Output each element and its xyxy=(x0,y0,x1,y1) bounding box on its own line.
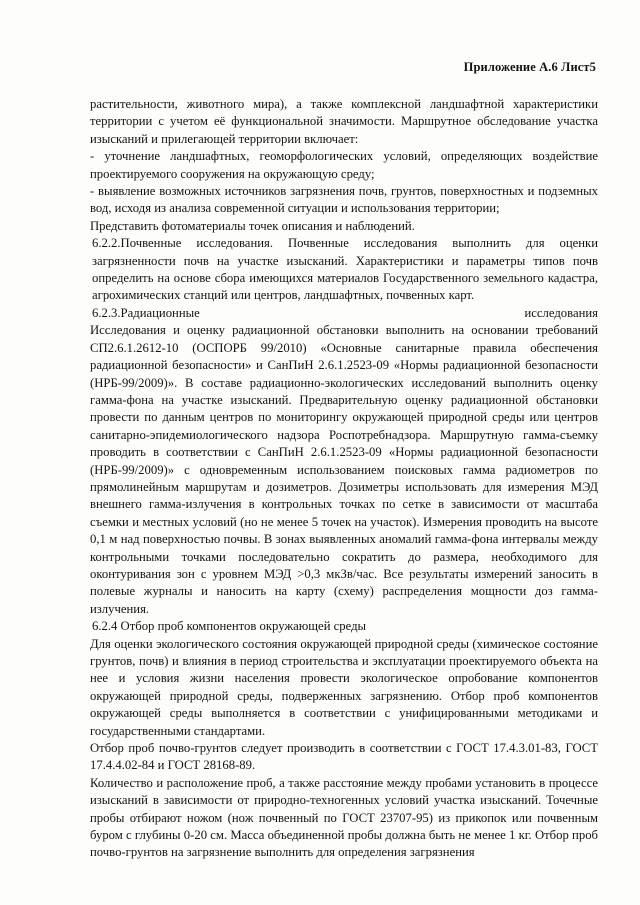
section-heading-radiation: 6.2.3.Радиационные исследования xyxy=(92,305,598,320)
section-heading-sampling: 6.2.4 Отбор проб компонентов окружающей среды xyxy=(92,619,367,634)
paragraph-route-survey-continuation: растительности, животного мира), а также комплексной ландшафтной характеристики территории с учетом её функциональной значимости. Маршрутное обследование участка изысканий и прилегающей территории включает: xyxy=(90,97,598,146)
paragraph-bullet-landscape: - уточнение ландшафтных, геоморфологических условий, определяющих воздействие проектируемого сооружения на окружающую среду; xyxy=(90,149,598,181)
paragraph-bullet-pollution-sources: - выявление возможных источников загрязнения почв, грунтов, поверхностных и подземных вод, исходя из анализа современной ситуации и использования территории; xyxy=(90,184,598,216)
paragraph-soil-sampling-standards: Отбор проб почво-грунтов следует производить в соответствии с ГОСТ 17.4.3.01-83, ГОСТ 17.4.4.02-84 и ГОСТ 28168-89. xyxy=(90,741,598,773)
paragraph-sample-quantity: Количество и расположение проб, а также расстояние между пробами установить в процессе изысканий в зависимости от природно-техногенных условий участка изысканий. Точечные пробы отбирают ножом (нож почвенный по ГОСТ 23707-95) из прикопок или почвенным буром с глубины 0-20 см. Масса объединенной пробы должна быть не менее 1 кг. Отбор проб почво-грунтов на загрязнение выполнить для определения загрязнения xyxy=(90,775,598,860)
appendix-sheet-header: Приложение А.6 Лист5 xyxy=(463,60,596,74)
paragraph-photo-materials: Представить фотоматериалы точек описания и наблюдений. xyxy=(90,218,415,233)
document-body xyxy=(90,96,598,862)
paragraph-ecological-sampling: Для оценки экологического состояния окружающей природной среды (химическое состояние грунтов, почв) и влияния в период строительства и эксплуатации проектируемого объекта на нее и условия жизни населения провести экологическое опробование компонентов окружающей природной среды, подверженных загрязнению. Отбор проб компонентов окружающей среды выполняется в соответствии с унифицированными методиками и государственными стандартами. xyxy=(90,636,598,738)
paragraph-radiation-research: Исследования и оценку радиационной обстановки выполнить на основании требований СП2.6.1.2612-10 (ОСПОРБ 99/2010) «Основные санитарные правила обеспечения радиационной безопасности» и СанПиН 2.6.1.2523-09 «Нормы радиационной безопасности (НРБ-99/2009)». В составе радиационно-экологических исследований выполнить оценку гамма-фона на участке изысканий. Предварительную оценку радиационной обстановки провести по данным центров по мониторингу окружающей природной среды или центров санитарно-эпидемиологического надзора Роспотребнадзора. Маршрутную гамма-съемку проводить в соответствии с СанПиН 2.6.1.2523-09 «Нормы радиационной безопасности (НРБ-99/2009)» с одновременным использованием поисковых гамма радиометров по прямолинейным маршрутам и дозиметров. Дозиметры использовать для измерения МЭД внешнего гамма-излучения в контрольных точках по сетке в зависимости от масштаба съемки и местных условий (но не менее 5 точек на участок). Измерения проводить на высоте 0,1 м над поверхностью почвы. В зонах выявленных аномалий гамма-фона интервалы между контрольными точками последовательно сократить до размера, необходимого для оконтуривания зон с уровнем МЭД >0,3 мкЗв/час. Все результаты измерений заносить в полевые журналы и наносить на карту (схему) распределения мощности доз гамма-излучения. xyxy=(90,323,598,616)
paragraph-soil-research: 6.2.2.Почвенные исследования. Почвенные исследования выполнить для оценки загрязненности почв на участке изысканий. Характеристики и параметры типов почв определить на основе сбора имеющихся материалов Государственного земельного кадастра, агрохимических станций или центров, ландшафтных, почвенных карт. xyxy=(92,236,598,303)
